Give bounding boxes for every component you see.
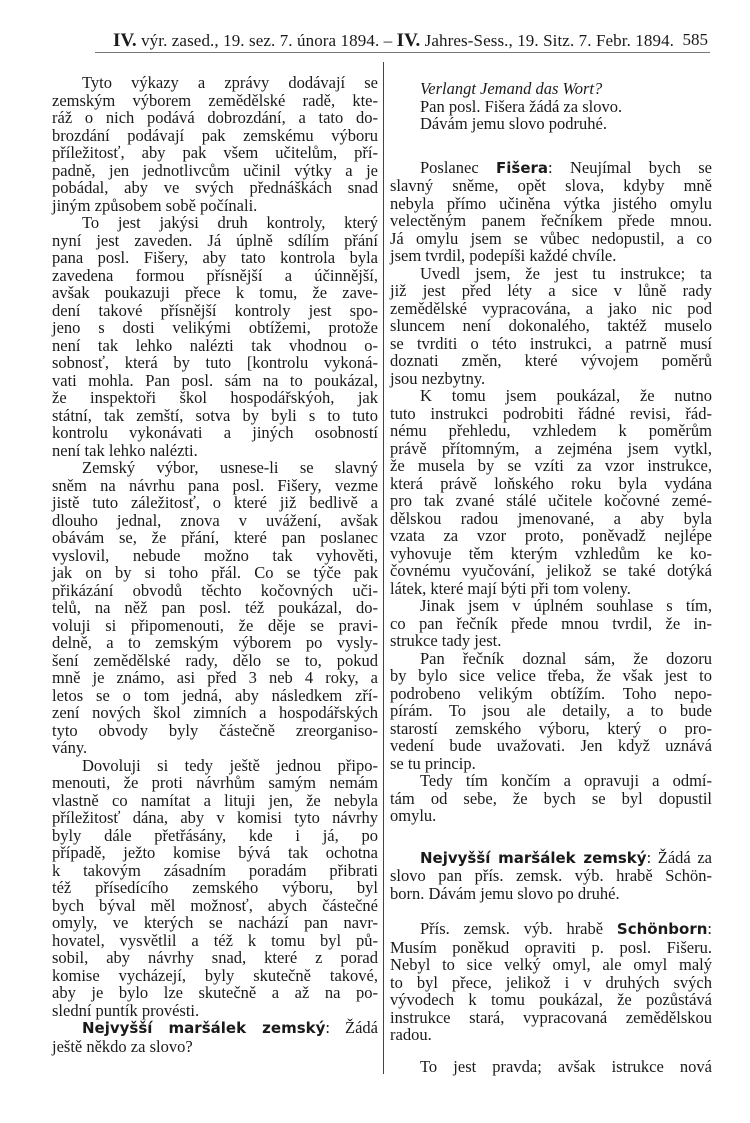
text-line: velectěným panem řečníkem přede mnou. xyxy=(390,211,712,230)
text-line: born. Dávám jemu slovo po druhé. xyxy=(390,883,620,903)
text-line: pírám. To jsou ale detaily, a to bude xyxy=(390,701,712,720)
speech-paragraph xyxy=(52,1019,378,1055)
text-line: přikázání obvodů těchto kočovných uči- xyxy=(52,580,378,600)
text-line: nebyla přímo učiněna výtka jistého omylu xyxy=(390,193,712,213)
text-line: vati mohla. Pan posl. sám na to poukázal, xyxy=(52,370,378,390)
text-line: Nebyl to sice velký omyl, ale omyl malý xyxy=(390,955,712,974)
text-line: podrobeno velikým obtížím. Toho nepo- xyxy=(390,683,712,703)
speaker-name: Nejvyšší maršálek zemský xyxy=(420,848,647,867)
text-line xyxy=(390,849,712,868)
text-line: voluji si připomenouti, že děje se pravi- xyxy=(52,615,378,635)
paragraph xyxy=(390,650,712,773)
column-divider xyxy=(383,62,384,1074)
text-line: případě, ježto komise bývá tak ochotna xyxy=(52,843,378,862)
text-line: vedení bude uvažovati. Jen když uznává xyxy=(390,736,712,755)
paragraph xyxy=(52,459,378,757)
text-line: Jinak jsem v úplném souhlase s tím, xyxy=(420,596,712,615)
text-line: doznati změn, které vývojem poměrů xyxy=(390,351,712,370)
paragraph xyxy=(390,772,712,825)
speech-paragraph xyxy=(390,920,712,1044)
text-line: slední puntík provésti. xyxy=(52,1000,200,1020)
text-line: padně, jen jednotlivcům učinil výtky a je xyxy=(52,160,378,180)
session-number-de: IV. xyxy=(396,30,421,51)
text-line: obávám se, že přání, které pan poslanec xyxy=(52,528,378,547)
text-line: menouti, že proti návrhům samým nemám xyxy=(52,773,378,792)
text-line: příležitosť, aby pak všem učitelům, pří- xyxy=(52,143,378,162)
text-line xyxy=(390,920,712,939)
text-line: vány. xyxy=(52,738,88,757)
text-line: telů, na něž pan posl. též poukázal, do- xyxy=(52,598,378,617)
running-title xyxy=(113,30,674,52)
text-line: Tyto výkazy a zprávy dodávají se xyxy=(82,73,378,92)
text-line: brozdání podávají pak zemskému výboru xyxy=(52,125,378,145)
speaker-name: Fišera xyxy=(496,158,549,177)
text-line: dělskou radou jmenované, a aby byla xyxy=(390,508,712,528)
running-title-german: Jahres-Sess., 19. Sitz. 7. Febr. 1894. xyxy=(420,31,675,50)
text-line: zení nových škol zimních a hospodářských xyxy=(52,703,378,722)
text-line: též přísedícího zemského výboru, byl xyxy=(52,878,378,897)
text-line: se tvrditi o této instrukci, a patrně musí xyxy=(390,333,712,353)
text-line: Musím poněkud opraviti p. posl. Fišeru. xyxy=(390,937,712,957)
text-line: pro tak zvané stálé učitele kočovné zemé- xyxy=(390,491,712,510)
text-line: mně je známo, asi před 3 neb 4 roky, a xyxy=(52,668,378,687)
speech-text: : xyxy=(707,919,712,938)
paragraph xyxy=(390,387,712,597)
text-line: Pan řečník doznal sám, že dozoru xyxy=(420,648,712,668)
text-line: která právě loňského roku byla vydána xyxy=(390,473,712,493)
text-line: instrukce stará, vypracovaná zemědělskou xyxy=(390,1007,712,1027)
text-line: Uvedl jsem, že jest tu instrukce; ta xyxy=(420,263,712,283)
text-line: jistě tuto záležitosť, o které již bedlivě a xyxy=(52,493,378,512)
text-line: jeno s dosti velikými obtížemi, protože xyxy=(52,318,378,337)
text-line: Pan posl. Fišera žádá za slovo. xyxy=(420,96,623,116)
text-line: delně, a to zemským výborem po vysly- xyxy=(52,633,378,652)
page-number: 585 xyxy=(682,30,708,49)
text-line: Verlangt Jemand das Wort? xyxy=(420,79,603,98)
speech-paragraph xyxy=(390,159,712,265)
text-line: radou. xyxy=(390,1025,432,1044)
speaker-title: Poslanec xyxy=(420,157,497,177)
speech-text: : Žádá za xyxy=(646,847,712,867)
text-line: ráž o nich podává dobrozdání, a tato do- xyxy=(52,108,378,127)
text-line: bych býval měl možnosť, abych částečné xyxy=(52,895,378,915)
text-line: tám od sebe, že bych se byl dopustil xyxy=(390,788,712,808)
right-column xyxy=(390,80,712,1075)
text-line: příležitosť dána, aby v komisi tyto návrhy xyxy=(52,808,378,827)
paragraph xyxy=(52,214,378,459)
text-line: omyly, ve kterých se nachází pan navr- xyxy=(52,913,378,932)
text-line: tuto instrukci podrobiti řádné revisi, řád- xyxy=(390,403,712,423)
text-line: vývodech k tomu poukázal, že pozůstává xyxy=(390,990,712,1009)
session-number-cz: IV. xyxy=(113,30,137,51)
text-line: aby je bylo lze skutečně a až na po- xyxy=(52,983,378,1002)
page-header xyxy=(95,30,710,53)
text-line: pana posl. Fišery, aby tato kontrola byla xyxy=(52,248,378,267)
text-line xyxy=(52,1019,378,1038)
text-line: vyslovil, nebude možno tak vyhověti, xyxy=(52,545,378,565)
paragraph xyxy=(390,597,712,650)
speaker-title: Přís. zemsk. výb. hrabě xyxy=(420,919,617,938)
paragraph xyxy=(390,80,712,133)
text-line: avšak poukazuji přece k tomu, že zave- xyxy=(52,283,378,302)
text-line: by bylo sice velice třeba, že však jest to xyxy=(390,666,712,685)
speaker-name: Schönborn xyxy=(616,920,708,938)
paragraph xyxy=(390,1058,712,1076)
text-line: hovatel, vysvětlil a též k tomu byl pů- xyxy=(52,930,378,950)
text-line: Zemský výbor, usnese-li se slavný xyxy=(82,458,378,477)
text-line: To jest jakýsi druh kontroly, který xyxy=(82,213,378,232)
text-line: zavedena formou přísnější a účinnější, xyxy=(52,265,378,285)
text-line: co pan řečník přede mnou tvrdil, že in- xyxy=(390,613,712,633)
text-line: zemským výborem zemědělské radě, kte- xyxy=(52,90,378,110)
text-line: slavný sněme, opět slova, kdyby mně xyxy=(390,176,712,195)
text-line: Dovoluji si tedy ještě jednou připo- xyxy=(82,755,378,775)
text-line: komise vycházejí, byly skutečně takové, xyxy=(52,965,378,985)
text-line: K tomu jsem poukázal, že nutno xyxy=(420,386,712,405)
text-line: vlastně co namítat a lituji jen, že nebyla xyxy=(52,790,378,810)
text-line: sněm na návrhu pana posl. Fišery, vezme xyxy=(52,475,378,495)
text-line: právě přítomným, a zejména jsem vytkl, xyxy=(390,438,712,458)
text-line: strukce tady jest. xyxy=(390,631,502,650)
text-line: že musela by se vzíti za vzor instrukce, xyxy=(390,456,712,475)
text-line: dení takové přísnější kontroly jest spo- xyxy=(52,300,378,320)
text-line: kontrolu vykonávati a jiných osobností xyxy=(52,423,378,442)
speaker-name: Nejvyšší maršálek zemský xyxy=(82,1019,326,1037)
text-line: To jest pravda; avšak istrukce nová xyxy=(420,1056,712,1076)
text-line: vyhovuje těm kterým vzhledům ke ko- xyxy=(390,543,712,563)
text-line: tyto obvody byly částečně zreorganiso- xyxy=(52,720,378,740)
text-line: jiným způsobem sobě počínali. xyxy=(52,195,258,215)
paragraph xyxy=(52,74,378,214)
text-line: pobádal, aby ve svých přednáškách snad xyxy=(52,178,378,197)
paragraph xyxy=(52,757,378,1020)
speech-text: : Neujímal bych se xyxy=(548,157,712,177)
text-line: nému přehledu, vzhledem k poměrům xyxy=(390,421,712,440)
text-line: ještě někdo za slovo? xyxy=(52,1036,193,1056)
text-line: sobnosť, která by tuto [kontrolu vykoná- xyxy=(52,353,378,372)
text-line: Tedy tím končím a opravuji a odmí- xyxy=(420,771,712,790)
paragraph xyxy=(390,265,712,388)
text-line: jsem tvrdil, podepíši každé chvíle. xyxy=(390,246,617,265)
speech-text: : Žádá xyxy=(325,1018,379,1037)
text-line: již jest před léty a sice v lůně rady xyxy=(390,281,712,300)
text-line: k takovým zásadním poradám přibrati xyxy=(52,860,378,880)
text-line: letos se o tom jedná, aby následkem zří- xyxy=(52,685,378,705)
text-line: sobil, aby návrhy snad, které z porad xyxy=(52,948,378,967)
text-line: Já omylu jsem se vůbec nedopustil, a co xyxy=(390,228,712,248)
text-line: není tak lehko nalézti tak vhodnou o- xyxy=(52,335,378,355)
text-line: nyní jest zaveden. Já úplně sdílím přání xyxy=(52,230,378,250)
text-line xyxy=(390,159,712,178)
text-line: omylu. xyxy=(390,806,437,825)
text-line: jak on by si toho přál. Co se týče pak xyxy=(52,563,378,582)
text-line: byly dále přetřásány, kde i já, po xyxy=(52,825,378,845)
text-line: není tak lehko nalézti. xyxy=(52,440,198,460)
text-line: šení zemědělské rady, dělo se to, pokud xyxy=(52,650,378,670)
speech-paragraph xyxy=(390,849,712,903)
text-line: se tu princip. xyxy=(390,753,476,773)
text-line: státní, tak zemští, sotva by byli s to tuto xyxy=(52,405,378,425)
text-line: slovo pan přís. zemsk. výb. hrabě Schön- xyxy=(390,866,712,885)
text-line: že inspektoři škol hospodářskýoh, jak xyxy=(52,388,378,407)
text-line: starostí zemského výboru, který o pro- xyxy=(390,718,712,738)
text-line: Dávám jemu slovo podruhé. xyxy=(420,114,607,133)
text-line: čovnému vyučování, jelikož se také dotýká xyxy=(390,561,712,580)
left-column xyxy=(52,74,378,1055)
text-line: to byl přece, jelikož i v druhých svých xyxy=(390,972,712,992)
text-line: sluncem není dokonalého, taktéž muselo xyxy=(390,316,712,335)
running-title-czech: výr. zased., 19. sez. 7. února 1894. – xyxy=(136,31,397,50)
text-line: vzata za vzor proto, poněvadž nejlépe xyxy=(390,526,712,545)
text-line: jsou nezbytny. xyxy=(390,368,486,388)
text-line: dlouho jednal, znova v uvážení, avšak xyxy=(52,510,378,530)
text-line: látek, které mají býti při tom voleny. xyxy=(390,578,631,598)
text-line: zemědělské vypracována, a jako nic pod xyxy=(390,298,712,318)
